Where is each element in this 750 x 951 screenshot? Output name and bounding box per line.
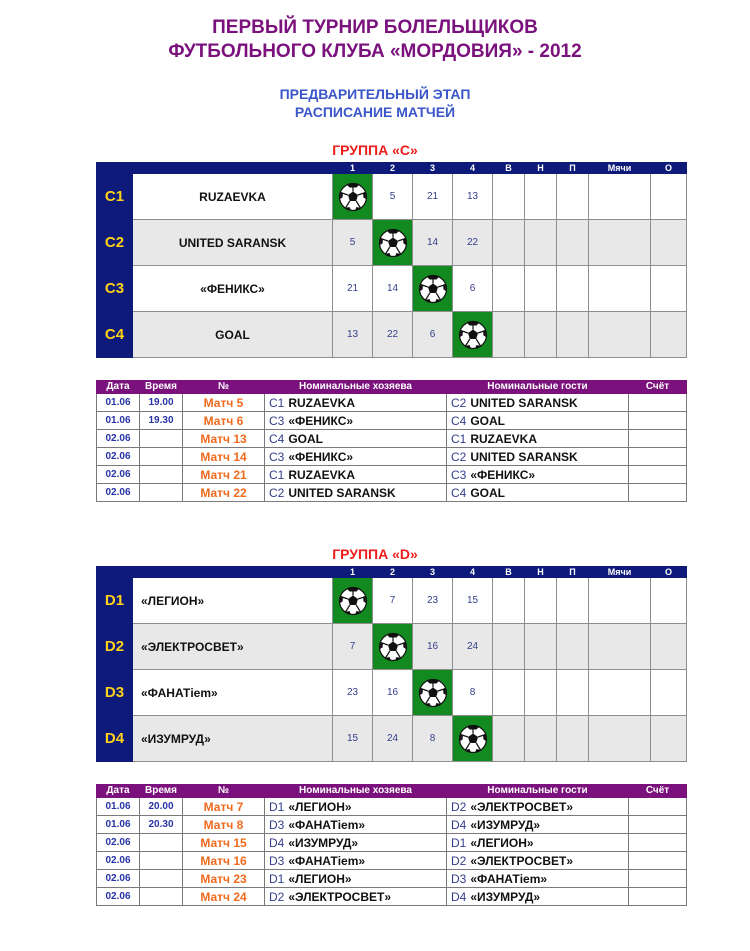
home-team-cell xyxy=(265,816,447,834)
match-score xyxy=(629,870,687,888)
team-code: D3 xyxy=(97,670,133,716)
home-team-name: RUZAEVKA xyxy=(288,467,356,482)
match-number-cell: 16 xyxy=(413,624,453,670)
team-name: UNITED SARANSK xyxy=(133,220,333,266)
away-team-code: D1 xyxy=(451,835,467,850)
schedule-header-3: Номинальные хозяева xyxy=(265,785,447,798)
standings-header-6: В xyxy=(493,567,525,578)
stat-cell xyxy=(493,312,525,358)
home-team-code: D1 xyxy=(269,871,285,886)
away-team-cell xyxy=(447,466,629,484)
standings-header-8: П xyxy=(557,567,589,578)
match-date: 01.06 xyxy=(97,798,140,816)
away-team-cell xyxy=(447,430,629,448)
match-time xyxy=(140,834,183,852)
away-team-code: C4 xyxy=(451,485,467,500)
group-c-title: ГРУППА «С» xyxy=(332,142,418,158)
stat-cell xyxy=(651,716,687,762)
match-number-cell: 13 xyxy=(453,174,493,220)
group-c-standings-row xyxy=(97,266,687,312)
team-code: C3 xyxy=(97,266,133,312)
match-number: Матч 24 xyxy=(183,888,265,906)
match-number: Матч 13 xyxy=(183,430,265,448)
stat-cell xyxy=(589,624,651,670)
stat-cell xyxy=(493,266,525,312)
group-d-schedule-row xyxy=(97,798,687,816)
home-team-cell xyxy=(265,834,447,852)
group-d-schedule-row xyxy=(97,888,687,906)
stat-cell xyxy=(589,312,651,358)
match-number-cell: 7 xyxy=(333,624,373,670)
match-score xyxy=(629,466,687,484)
away-team-name: «ФЕНИКС» xyxy=(470,467,536,482)
match-time xyxy=(140,852,183,870)
away-team-cell xyxy=(447,394,629,412)
match-date: 02.06 xyxy=(97,448,140,466)
match-time xyxy=(140,484,183,502)
stat-cell xyxy=(557,716,589,762)
away-team-cell xyxy=(447,852,629,870)
group-d-schedule xyxy=(96,784,687,906)
group-c-schedule xyxy=(96,380,687,502)
match-score xyxy=(629,816,687,834)
self-match-cell xyxy=(413,670,453,716)
home-team-cell xyxy=(265,852,447,870)
schedule-header-1: Время xyxy=(140,381,183,394)
away-team-name: UNITED SARANSK xyxy=(470,395,578,410)
match-time: 20.00 xyxy=(140,798,183,816)
home-team-name: «ФАНАТiem» xyxy=(288,853,366,868)
match-number-cell: 24 xyxy=(373,716,413,762)
team-code: C2 xyxy=(97,220,133,266)
away-team-code: C4 xyxy=(451,413,467,428)
match-number: Матч 21 xyxy=(183,466,265,484)
group-c-standings xyxy=(96,162,687,358)
match-date: 02.06 xyxy=(97,466,140,484)
standings-header-4: 3 xyxy=(413,567,453,578)
standings-header-5: 4 xyxy=(453,567,493,578)
away-team-cell xyxy=(447,834,629,852)
home-team-name: «ЛЕГИОН» xyxy=(288,799,352,814)
group-d-title: ГРУППА «D» xyxy=(332,546,418,562)
match-score xyxy=(629,798,687,816)
page-title-line1: ПЕРВЫЙ ТУРНИР БОЛЕЛЬЩИКОВ xyxy=(212,17,538,38)
home-team-code: D3 xyxy=(269,853,285,868)
away-team-code: D2 xyxy=(451,853,467,868)
stat-cell xyxy=(651,174,687,220)
match-number-cell: 14 xyxy=(373,266,413,312)
stat-cell xyxy=(525,266,557,312)
stat-cell xyxy=(651,312,687,358)
team-code: D4 xyxy=(97,716,133,762)
team-name: «ЛЕГИОН» xyxy=(133,578,333,624)
group-d-schedule-row xyxy=(97,834,687,852)
stat-cell xyxy=(651,578,687,624)
stat-cell xyxy=(557,174,589,220)
home-team-code: D3 xyxy=(269,817,285,832)
standings-header-3: 2 xyxy=(373,163,413,174)
group-c-schedule-row xyxy=(97,412,687,430)
match-date: 02.06 xyxy=(97,430,140,448)
away-team-name: «ЭЛЕКТРОСВЕТ» xyxy=(470,799,573,814)
home-team-cell xyxy=(265,448,447,466)
match-date: 02.06 xyxy=(97,852,140,870)
schedule-header-0: Дата xyxy=(97,381,140,394)
schedule-header-5: Счёт xyxy=(629,785,687,798)
match-number: Матч 22 xyxy=(183,484,265,502)
team-code: D2 xyxy=(97,624,133,670)
home-team-cell xyxy=(265,870,447,888)
team-name: «ИЗУМРУД» xyxy=(133,716,333,762)
match-score xyxy=(629,412,687,430)
match-date: 02.06 xyxy=(97,870,140,888)
match-number-cell: 13 xyxy=(333,312,373,358)
home-team-code: C1 xyxy=(269,467,285,482)
match-number-cell: 22 xyxy=(373,312,413,358)
match-number-cell: 21 xyxy=(333,266,373,312)
group-d-standings-row xyxy=(97,578,687,624)
team-name: RUZAEVKA xyxy=(133,174,333,220)
stat-cell xyxy=(557,266,589,312)
home-team-cell xyxy=(265,430,447,448)
group-c-standings-row xyxy=(97,220,687,266)
football-icon xyxy=(378,228,408,258)
stat-cell xyxy=(557,578,589,624)
page-title-line2: ФУТБОЛЬНОГО КЛУБА «МОРДОВИЯ» - 2012 xyxy=(168,41,582,62)
match-number: Матч 14 xyxy=(183,448,265,466)
away-team-name: GOAL xyxy=(470,413,506,428)
away-team-cell xyxy=(447,484,629,502)
stat-cell xyxy=(525,312,557,358)
match-number-cell: 15 xyxy=(453,578,493,624)
match-number-cell: 5 xyxy=(373,174,413,220)
away-team-code: C1 xyxy=(451,431,467,446)
stat-cell xyxy=(557,312,589,358)
stat-cell xyxy=(493,624,525,670)
team-code: D1 xyxy=(97,578,133,624)
match-time: 19.30 xyxy=(140,412,183,430)
home-team-name: RUZAEVKA xyxy=(288,395,356,410)
stat-cell xyxy=(651,624,687,670)
match-number-cell: 14 xyxy=(413,220,453,266)
self-match-cell xyxy=(373,624,413,670)
match-date: 01.06 xyxy=(97,412,140,430)
match-number-cell: 8 xyxy=(413,716,453,762)
away-team-name: «ФАНАТiem» xyxy=(470,871,548,886)
stat-cell xyxy=(493,578,525,624)
match-score xyxy=(629,834,687,852)
stat-cell xyxy=(493,174,525,220)
stat-cell xyxy=(557,220,589,266)
home-team-code: C3 xyxy=(269,449,285,464)
group-c-schedule-row xyxy=(97,448,687,466)
team-code: C4 xyxy=(97,312,133,358)
away-team-cell xyxy=(447,798,629,816)
stat-cell xyxy=(651,220,687,266)
group-d-schedule-row xyxy=(97,816,687,834)
self-match-cell xyxy=(413,266,453,312)
group-c-schedule-row xyxy=(97,484,687,502)
match-time xyxy=(140,888,183,906)
stat-cell xyxy=(557,624,589,670)
standings-header-9: Мячи xyxy=(589,567,651,578)
standings-header-7: Н xyxy=(525,163,557,174)
schedule-header-5: Счёт xyxy=(629,381,687,394)
home-team-name: «ФЕНИКС» xyxy=(288,449,354,464)
standings-header-8: П xyxy=(557,163,589,174)
group-d-standings-row xyxy=(97,670,687,716)
match-number-cell: 23 xyxy=(333,670,373,716)
standings-header-0 xyxy=(97,163,133,174)
match-date: 02.06 xyxy=(97,888,140,906)
group-c-schedule-row xyxy=(97,466,687,484)
away-team-name: UNITED SARANSK xyxy=(470,449,578,464)
match-score xyxy=(629,852,687,870)
match-number-cell: 6 xyxy=(453,266,493,312)
match-number: Матч 23 xyxy=(183,870,265,888)
away-team-name: «ЭЛЕКТРОСВЕТ» xyxy=(470,853,573,868)
home-team-code: D2 xyxy=(269,889,285,904)
home-team-name: «ЭЛЕКТРОСВЕТ» xyxy=(288,889,391,904)
schedule-header-2: № xyxy=(183,381,265,394)
group-d-schedule-row xyxy=(97,852,687,870)
home-team-name: «ЛЕГИОН» xyxy=(288,871,352,886)
standings-header-1 xyxy=(133,163,333,174)
match-score xyxy=(629,484,687,502)
home-team-code: C2 xyxy=(269,485,285,500)
football-icon xyxy=(458,320,488,350)
standings-header-5: 4 xyxy=(453,163,493,174)
match-score xyxy=(629,888,687,906)
match-number-cell: 21 xyxy=(413,174,453,220)
group-c-schedule-row xyxy=(97,394,687,412)
standings-header-1 xyxy=(133,567,333,578)
home-team-cell xyxy=(265,394,447,412)
match-score xyxy=(629,430,687,448)
match-time xyxy=(140,870,183,888)
away-team-code: C2 xyxy=(451,395,467,410)
stat-cell xyxy=(557,670,589,716)
match-number-cell: 22 xyxy=(453,220,493,266)
standings-header-2: 1 xyxy=(333,567,373,578)
stat-cell xyxy=(525,174,557,220)
away-team-cell xyxy=(447,816,629,834)
home-team-cell xyxy=(265,466,447,484)
group-d-standings xyxy=(96,566,687,762)
football-icon xyxy=(418,274,448,304)
self-match-cell xyxy=(333,174,373,220)
stat-cell xyxy=(651,266,687,312)
match-number-cell: 23 xyxy=(413,578,453,624)
schedule-header-4: Номинальные гости xyxy=(447,785,629,798)
match-number-cell: 6 xyxy=(413,312,453,358)
stat-cell xyxy=(525,220,557,266)
match-date: 02.06 xyxy=(97,484,140,502)
match-date: 01.06 xyxy=(97,816,140,834)
group-d-schedule-row xyxy=(97,870,687,888)
schedule-subtitle: РАСПИСАНИЕ МАТЧЕЙ xyxy=(294,104,456,120)
away-team-code: C2 xyxy=(451,449,467,464)
match-number-cell: 15 xyxy=(333,716,373,762)
schedule-header-1: Время xyxy=(140,785,183,798)
home-team-name: UNITED SARANSK xyxy=(288,485,396,500)
home-team-cell xyxy=(265,412,447,430)
schedule-header-3: Номинальные хозяева xyxy=(265,381,447,394)
self-match-cell xyxy=(453,716,493,762)
team-code: C1 xyxy=(97,174,133,220)
away-team-code: D4 xyxy=(451,817,467,832)
away-team-name: RUZAEVKA xyxy=(470,431,538,446)
away-team-name: GOAL xyxy=(470,485,506,500)
match-number: Матч 5 xyxy=(183,394,265,412)
match-number-cell: 5 xyxy=(333,220,373,266)
self-match-cell xyxy=(453,312,493,358)
home-team-cell xyxy=(265,798,447,816)
group-d-standings-row xyxy=(97,624,687,670)
away-team-cell xyxy=(447,448,629,466)
home-team-cell xyxy=(265,484,447,502)
group-c-standings-row xyxy=(97,174,687,220)
standings-header-6: В xyxy=(493,163,525,174)
stat-cell xyxy=(493,220,525,266)
stat-cell xyxy=(525,624,557,670)
stat-cell xyxy=(525,578,557,624)
football-icon xyxy=(338,182,368,212)
match-number: Матч 15 xyxy=(183,834,265,852)
standings-header-9: Мячи xyxy=(589,163,651,174)
standings-header-10: О xyxy=(651,163,687,174)
match-number-cell: 16 xyxy=(373,670,413,716)
stat-cell xyxy=(589,670,651,716)
away-team-name: «ИЗУМРУД» xyxy=(470,817,541,832)
match-number: Матч 16 xyxy=(183,852,265,870)
away-team-code: C3 xyxy=(451,467,467,482)
football-icon xyxy=(378,632,408,662)
match-date: 02.06 xyxy=(97,834,140,852)
home-team-code: D4 xyxy=(269,835,285,850)
home-team-code: C3 xyxy=(269,413,285,428)
away-team-code: D2 xyxy=(451,799,467,814)
stat-cell xyxy=(525,670,557,716)
self-match-cell xyxy=(373,220,413,266)
home-team-name: «ИЗУМРУД» xyxy=(288,835,359,850)
group-c-standings-row xyxy=(97,312,687,358)
schedule-header-4: Номинальные гости xyxy=(447,381,629,394)
standings-header-2: 1 xyxy=(333,163,373,174)
stage-subtitle: ПРЕДВАРИТЕЛЬНЫЙ ЭТАП xyxy=(279,86,471,102)
home-team-cell xyxy=(265,888,447,906)
stat-cell xyxy=(525,716,557,762)
match-number-cell: 24 xyxy=(453,624,493,670)
football-icon xyxy=(458,724,488,754)
match-score xyxy=(629,394,687,412)
football-icon xyxy=(338,586,368,616)
match-number-cell: 7 xyxy=(373,578,413,624)
match-number: Матч 8 xyxy=(183,816,265,834)
match-time xyxy=(140,430,183,448)
away-team-code: D3 xyxy=(451,871,467,886)
stat-cell xyxy=(589,266,651,312)
match-time xyxy=(140,448,183,466)
match-number-cell: 8 xyxy=(453,670,493,716)
stat-cell xyxy=(493,670,525,716)
home-team-name: «ФЕНИКС» xyxy=(288,413,354,428)
stat-cell xyxy=(589,174,651,220)
match-time: 19.00 xyxy=(140,394,183,412)
home-team-code: D1 xyxy=(269,799,285,814)
team-name: «ФЕНИКС» xyxy=(133,266,333,312)
stat-cell xyxy=(589,220,651,266)
schedule-header-2: № xyxy=(183,785,265,798)
away-team-cell xyxy=(447,870,629,888)
away-team-name: «ЛЕГИОН» xyxy=(470,835,534,850)
standings-header-3: 2 xyxy=(373,567,413,578)
home-team-code: C4 xyxy=(269,431,285,446)
football-icon xyxy=(418,678,448,708)
stat-cell xyxy=(589,578,651,624)
standings-header-0 xyxy=(97,567,133,578)
match-date: 01.06 xyxy=(97,394,140,412)
stat-cell xyxy=(493,716,525,762)
match-score xyxy=(629,448,687,466)
group-c-schedule-row xyxy=(97,430,687,448)
self-match-cell xyxy=(333,578,373,624)
match-number: Матч 6 xyxy=(183,412,265,430)
group-d-standings-row xyxy=(97,716,687,762)
home-team-name: «ФАНАТiem» xyxy=(288,817,366,832)
standings-header-10: О xyxy=(651,567,687,578)
away-team-cell xyxy=(447,412,629,430)
standings-header-4: 3 xyxy=(413,163,453,174)
away-team-code: D4 xyxy=(451,889,467,904)
stat-cell xyxy=(589,716,651,762)
away-team-name: «ИЗУМРУД» xyxy=(470,889,541,904)
schedule-header-0: Дата xyxy=(97,785,140,798)
team-name: «ФАНАТiem» xyxy=(133,670,333,716)
match-number: Матч 7 xyxy=(183,798,265,816)
home-team-code: C1 xyxy=(269,395,285,410)
match-time: 20.30 xyxy=(140,816,183,834)
stat-cell xyxy=(651,670,687,716)
away-team-cell xyxy=(447,888,629,906)
standings-header-7: Н xyxy=(525,567,557,578)
home-team-name: GOAL xyxy=(288,431,324,446)
team-name: GOAL xyxy=(133,312,333,358)
match-time xyxy=(140,466,183,484)
team-name: «ЭЛЕКТРОСВЕТ» xyxy=(133,624,333,670)
